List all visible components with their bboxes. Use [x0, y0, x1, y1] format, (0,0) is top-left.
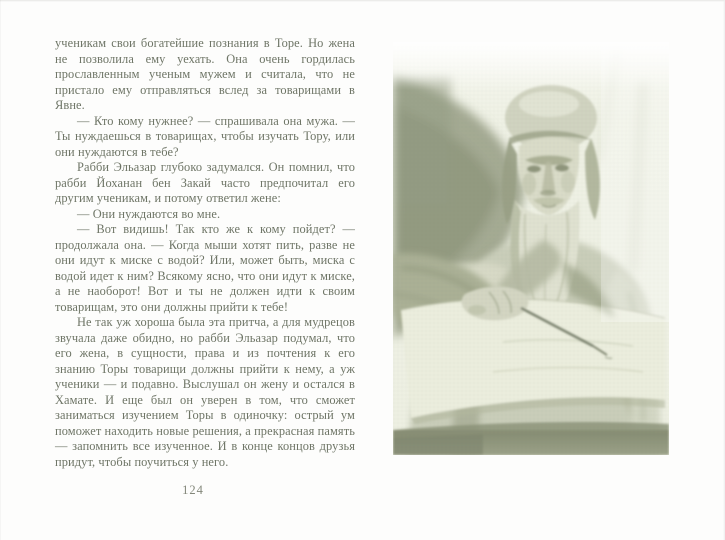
body-paragraph: — Вот видишь! Так кто же к кому пойдет? — продолжала она. — Когда мыши хотят пить, разве не они идут к миске с водой? Или, может быть, миска с водой идет к ним? Всякому ясно, что они идут к миске, а не наоборот! Вот и ты не должен идти к своим товарищам, это они должны прийти к тебе!: [55, 222, 355, 314]
body-paragraph: — Кто кому нужнее? — спрашивала она мужа. — Ты нуждаешься в товарищах, чтобы изучать Тору, или они нуждаются в тебе?: [55, 113, 355, 159]
body-paragraph: Не так уж хороша была эта притча, а для мудрецов звучала даже обидно, но рабби Эльазар подумал, что его жена, в сущности, права и из почтения к его знанию Торы товарищи должны прийти к нему, а уж ученики — и подавно. Выслушал он жену и остался в Хамате. И еще был он уверен в том, что сможет заниматься изучением Торы в одиночку: острый ум поможет находить новые решения, а прекрасная память — запомнить все изученное. И в конце концов друзья придут, чтобы поучиться у него.: [55, 315, 355, 469]
scan-edge-left: [0, 0, 1, 540]
body-paragraph: — Они нуждаются во мне.: [77, 206, 221, 221]
rabbi-writing-illustration: [393, 42, 669, 455]
page-number: 124: [182, 483, 204, 497]
left-page-text-block: [55, 36, 355, 470]
body-paragraph: Рабби Эльазар глубоко задумался. Он помнил, что рабби Йоханан бен Закай часто предпочитал его другим ученикам, и потому ответил жене:: [55, 160, 355, 205]
body-paragraph: ученикам свои богатейшие познания в Торе. Но жена не позволила ему уехать. Она очень гордилась прославленным ученым мужем и считала, что не пристало ему отправляться вслед за товарищами в Явне.: [55, 36, 355, 112]
scan-edge-top: [0, 0, 725, 2]
